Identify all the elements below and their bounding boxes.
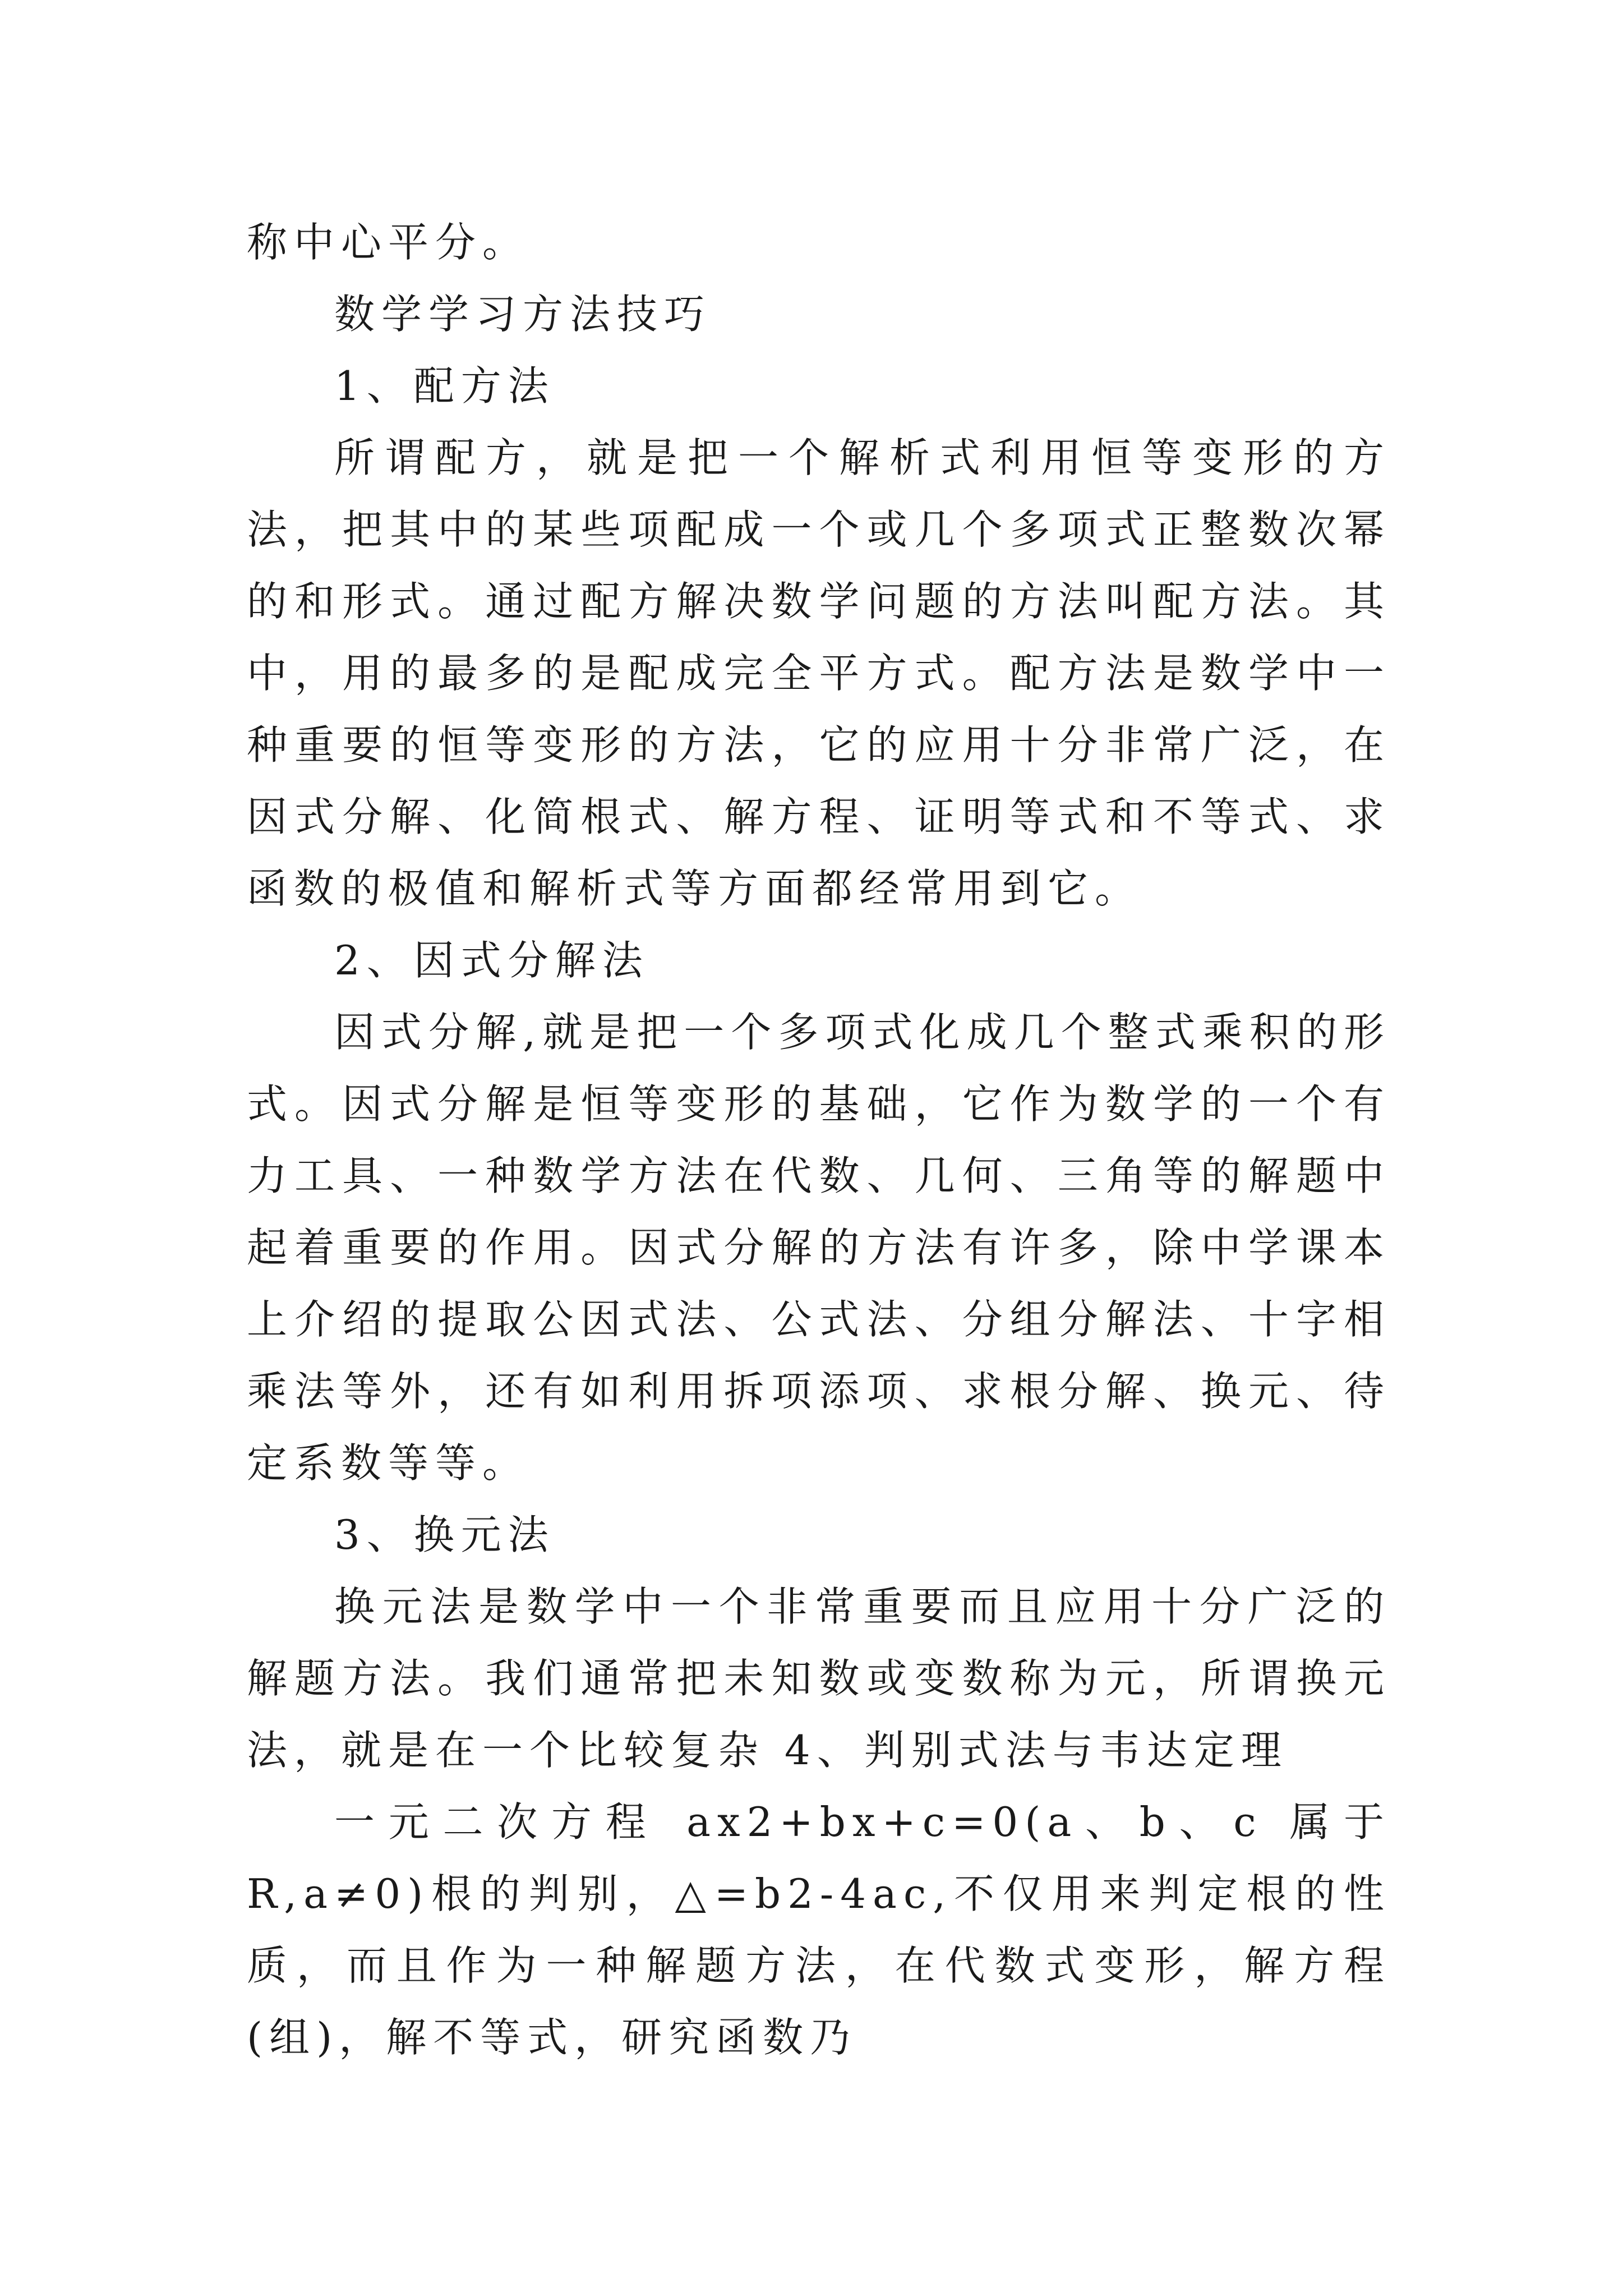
section-title: 数学学习方法技巧: [334, 291, 712, 338]
method-heading-2: 2、因式分解法: [334, 937, 649, 984]
document-body: [247, 206, 1391, 2073]
method-heading-3: 3、换元法: [334, 1511, 555, 1558]
paragraph-completing-square: 所谓配方，就是把一个解析式利用恒等变形的方法，把其中的某些项配成一个或几个多项式正整数次幂的和形式。通过配方解决数学问题的方法叫配方法。其中，用的最多的是配成完全平方式。配方法是数学中一种重要的恒等变形的方法，它的应用十分非常广泛，在因式分解、化简根式、解方程、证明等式和不等式、求函数的极值和解析式等方面都经常用到它。: [247, 434, 1391, 912]
method-heading-1: 1、配方法: [334, 362, 555, 409]
paragraph-discriminant: 一元二次方程 ax2+bx+c=0(a、b、c 属于 R,a≠0)根的判别，△=b2-4ac,不仅用来判定根的性质，而且作为一种解题方法，在代数式变形，解方程(组)，解不等式，研究函数乃: [247, 1798, 1391, 2061]
paragraph-factorization: 因式分解,就是把一个多项式化成几个整式乘积的形式。因式分解是恒等变形的基础，它作为数学的一个有力工具、一种数学方法在代数、几何、三角等的解题中起着重要的作用。因式分解的方法有许多，除中学课本上介绍的提取公因式法、公式法、分组分解法、十字相乘法等外，还有如利用拆项添项、求根分解、换元、待定系数等等。: [247, 1009, 1391, 1487]
paragraph-substitution: 换元法是数学中一个非常重要而且应用十分广泛的解题方法。我们通常把未知数或变数称为元，所谓换元法，就是在一个比较复杂 4、判别式法与韦达定理: [247, 1583, 1391, 1774]
paragraph-fragment: 称中心平分。: [247, 219, 530, 266]
